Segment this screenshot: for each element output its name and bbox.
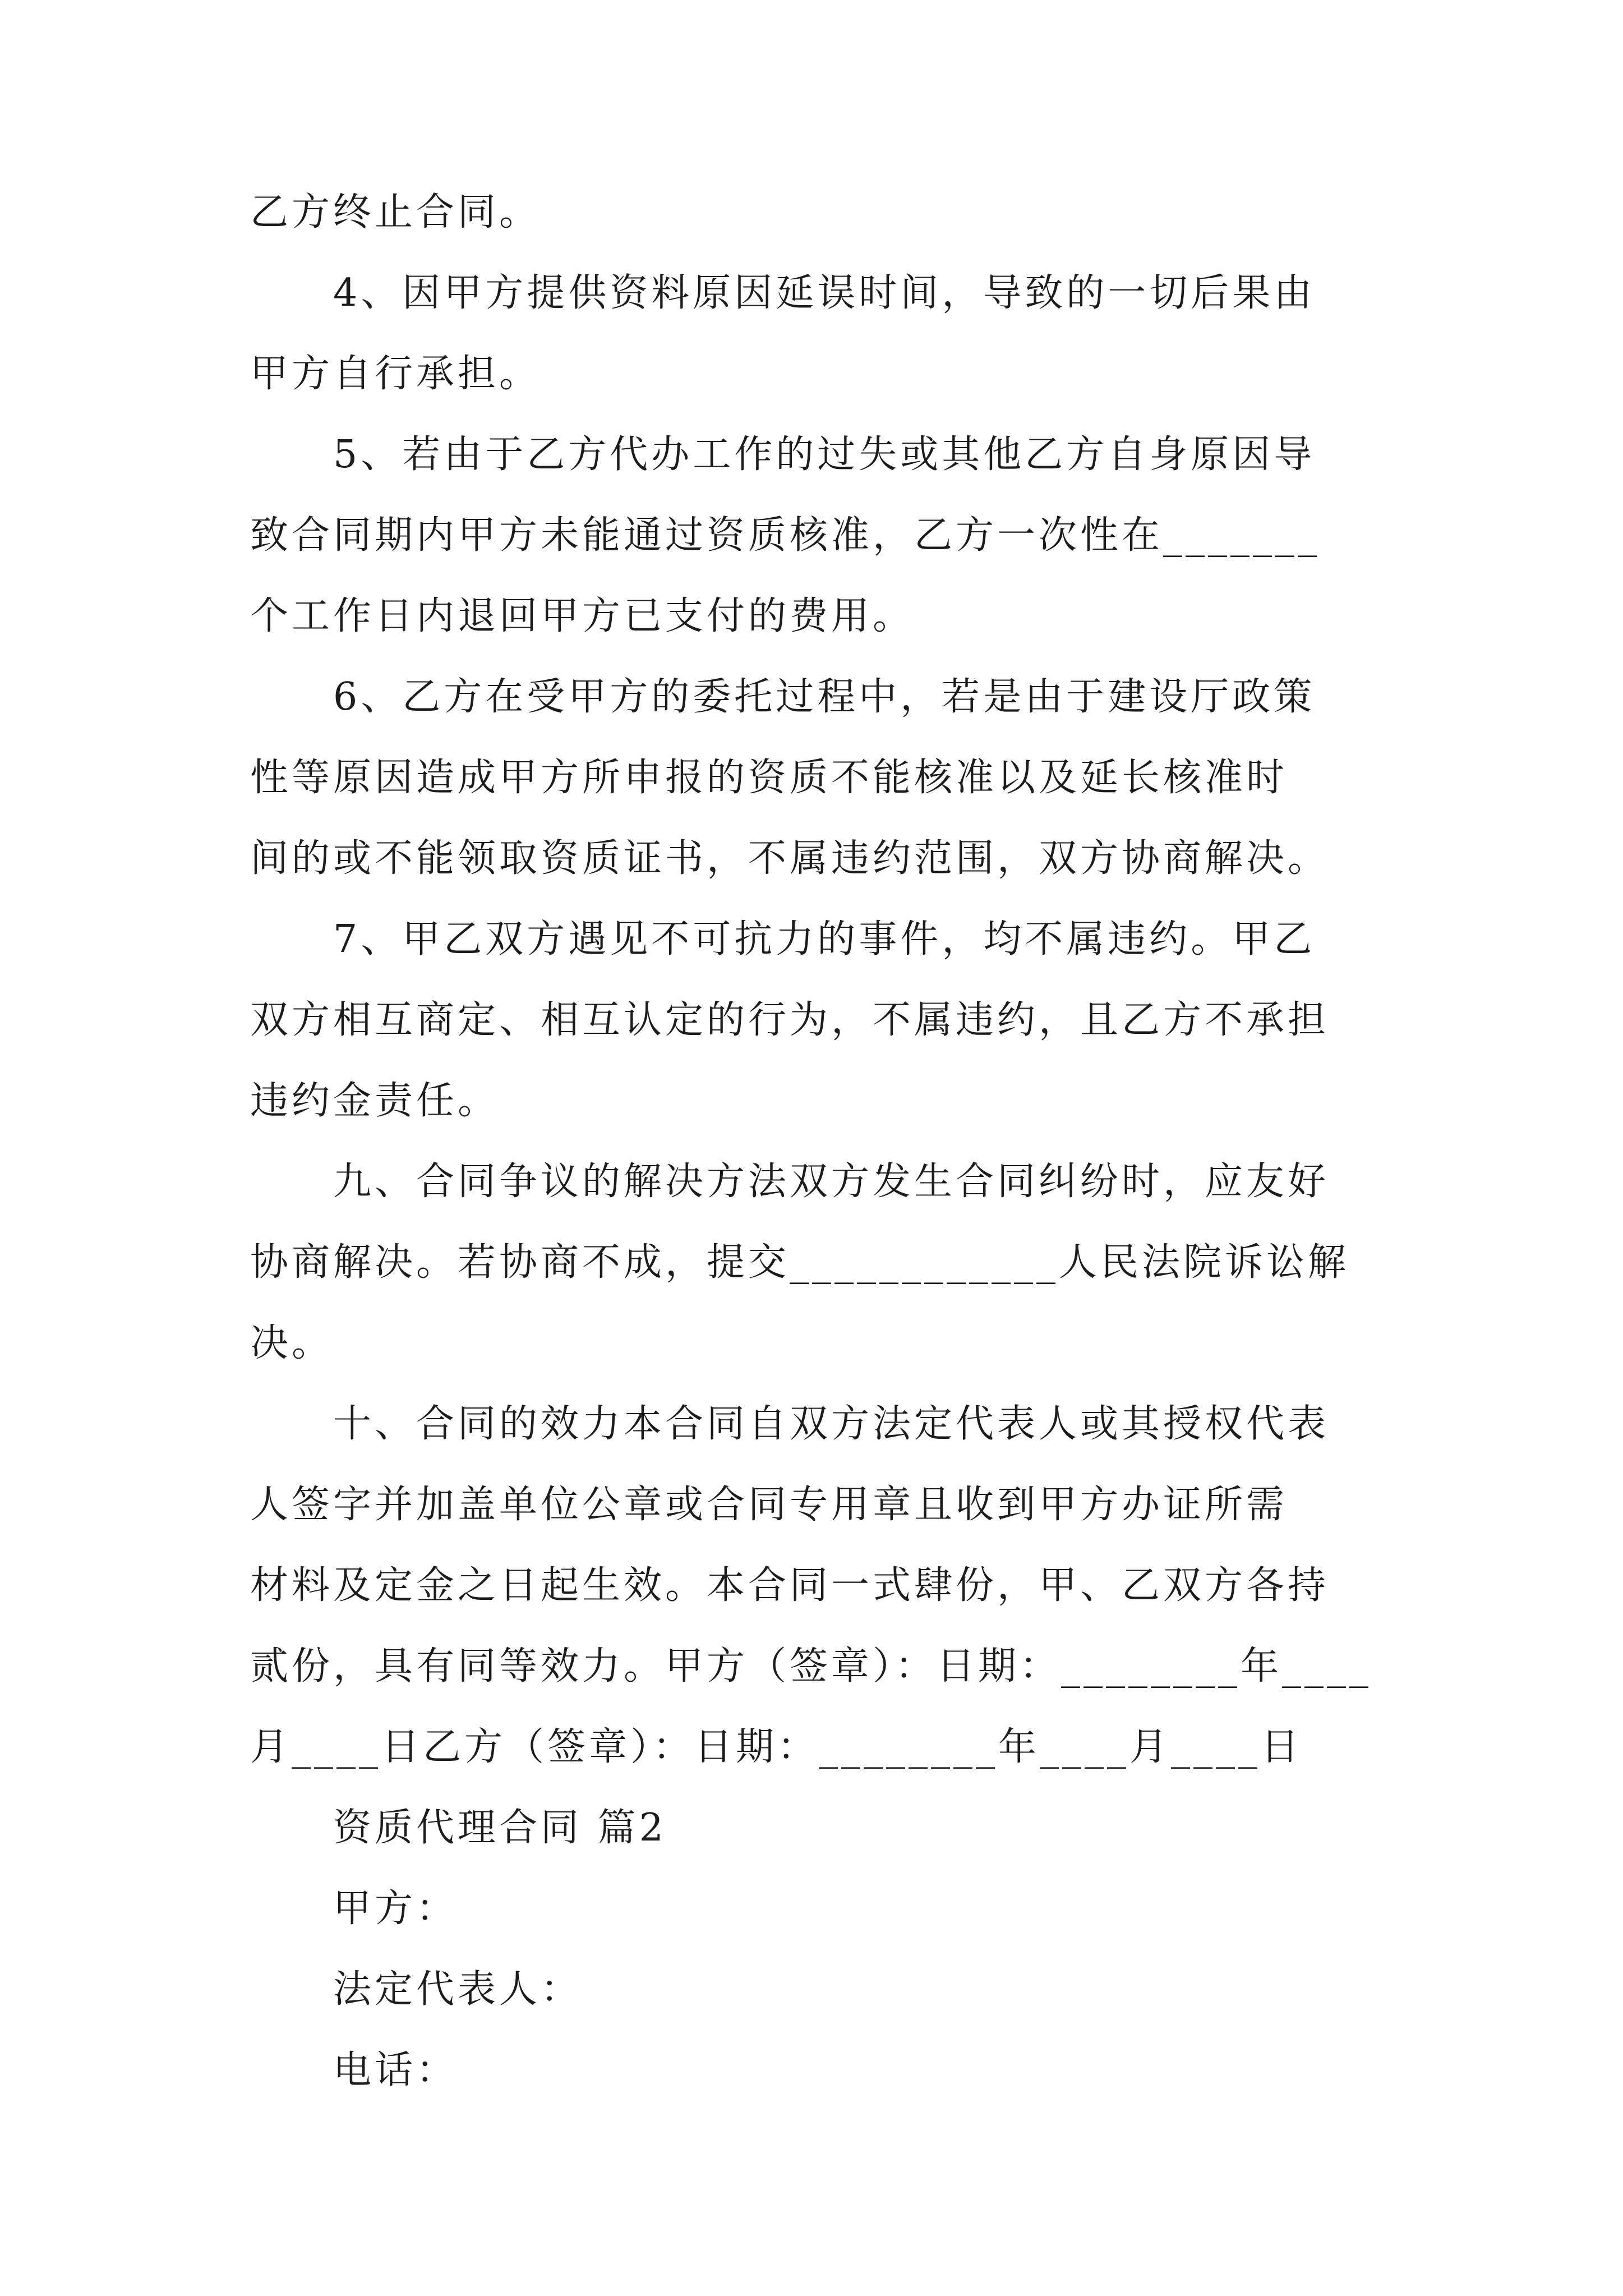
text-line: 5、若由于乙方代办工作的过失或其他乙方自身原因导 <box>333 432 1316 477</box>
text-line: 九、合同争议的解决方法双方发生合同纠纷时，应友好 <box>333 1159 1330 1204</box>
text-line: 致合同期内甲方未能通过资质核准，乙方一次性在_______ <box>250 513 1321 558</box>
phone-label: 电话： <box>333 2048 458 2092</box>
legal-representative-label: 法定代表人： <box>333 1967 583 2012</box>
text-line: 贰份，具有同等效力。甲方（签章）：日期：________年____ <box>250 1644 1372 1688</box>
text-line: 材料及定金之日起生效。本合同一式肆份，甲、乙双方各持 <box>250 1563 1330 1608</box>
text-line: 十、合同的效力本合同自双方法定代表人或其授权代表 <box>333 1402 1330 1446</box>
text-line: 6、乙方在受甲方的委托过程中，若是由于建设厅政策 <box>333 675 1316 719</box>
section-heading: 资质代理合同 篇2 <box>333 1806 667 1850</box>
party-a-label: 甲方： <box>333 1887 458 1931</box>
text-line: 甲方自行承担。 <box>250 352 541 396</box>
text-line: 7、甲乙双方遇见不可抗力的事件，均不属违约。甲乙 <box>333 917 1316 961</box>
text-line: 4、因甲方提供资料原因延误时间，导致的一切后果由 <box>333 271 1316 315</box>
text-line: 间的或不能领取资质证书，不属违约范围，双方协商解决。 <box>250 836 1330 881</box>
text-line: 性等原因造成甲方所申报的资质不能核准以及延长核准时 <box>250 756 1288 800</box>
text-line: 个工作日内退回甲方已支付的费用。 <box>250 594 915 638</box>
text-line: 月____日乙方（签章）：日期：________年____月____日 <box>250 1725 1303 1769</box>
text-line: 决。 <box>250 1321 334 1365</box>
text-line: 人签字并加盖单位公章或合同专用章且收到甲方办证所需 <box>250 1483 1288 1527</box>
document-body <box>250 190 1400 2092</box>
text-line: 协商解决。若协商不成，提交____________人民法院诉讼解 <box>250 1240 1350 1285</box>
text-line: 双方相互商定、相互认定的行为，不属违约，且乙方不承担 <box>250 998 1330 1042</box>
text-line: 乙方终止合同。 <box>250 190 541 234</box>
text-line: 违约金责任。 <box>250 1079 500 1123</box>
